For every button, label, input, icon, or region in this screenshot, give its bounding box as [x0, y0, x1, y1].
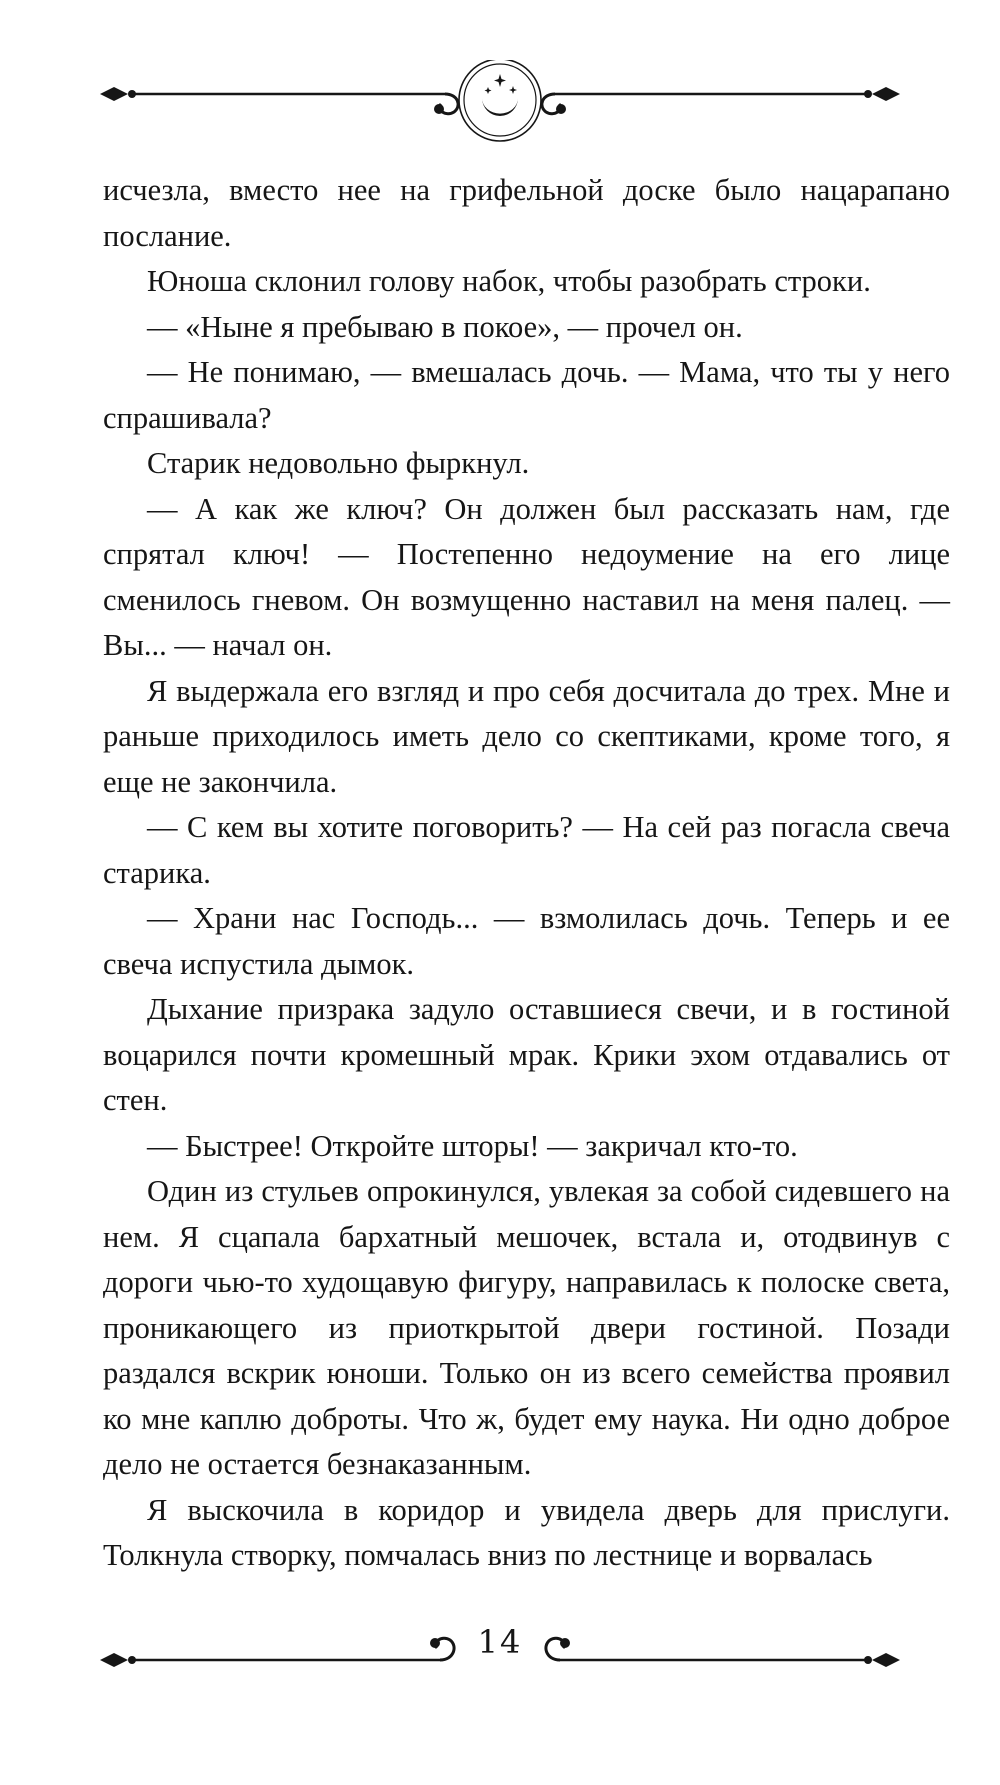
header-ornament — [0, 60, 1000, 160]
paragraph: — «Ныне я пребываю в покое», — прочел он. — [147, 309, 743, 344]
paragraph: Старик недовольно фыркнул. — [147, 446, 530, 480]
paragraph: Юноша склонил голову набок, чтобы разобрать строки. — [147, 264, 871, 298]
paragraph: исчезла, вместо нее на грифельной доске было нацарапано послание. — [103, 173, 950, 253]
paragraph: — А как же ключ? Он должен был рассказать нам, где спрятал ключ! — Постепенно недоумение на его лице сменилось гневом. Он возмущенно наставил на меня палец. — Вы... — начал он. — [103, 491, 950, 662]
page-number: 14 — [477, 1623, 523, 1661]
paragraph: Дыхание призрака задуло оставшиеся свечи, и в гостиной воцарился почти кромешный мрак. Крики эхом отдавались от стен. — [103, 992, 950, 1117]
paragraph: — С кем вы хотите поговорить? — На сей раз погасла свеча старика. — [103, 810, 950, 890]
paragraph: Я выдержала его взгляд и про себя досчитала до трех. Мне и раньше приходилось иметь дело со скептиками, кроме того, я еще не закончила. — [103, 673, 950, 799]
paragraph: — Быстрее! Откройте шторы! — закричал кто-то. — [147, 1128, 798, 1163]
paragraph: — Не понимаю, — вмешалась дочь. — Мама, что ты у него спрашивала? — [103, 355, 950, 435]
crescent-moon-with-stars-icon — [459, 60, 541, 141]
paragraph: — Храни нас Господь... — взмолилась дочь. Теперь и ее свеча испустила дымок. — [103, 901, 950, 981]
paragraph: Я выскочила в коридор и увидела дверь для прислуги. Толкнула створку, помчалась вниз по лестнице и ворвалась — [103, 1492, 950, 1572]
paragraph: Один из стульев опрокинулся, увлекая за собой сидевшего на нем. Я сцапала бархатный мешочек, встала и, отодвинув с дороги чью-то худощавую фигуру, направилась к полоске света, проникающего из приоткрытой двери гостиной. Позади раздался вскрик юноши. Только он из всего семейства проявил ко мне каплю доброты. Что ж, будет ему наука. Ни одно доброе дело не остается безнаказанным. — [103, 1174, 950, 1481]
body-text — [103, 168, 950, 1579]
